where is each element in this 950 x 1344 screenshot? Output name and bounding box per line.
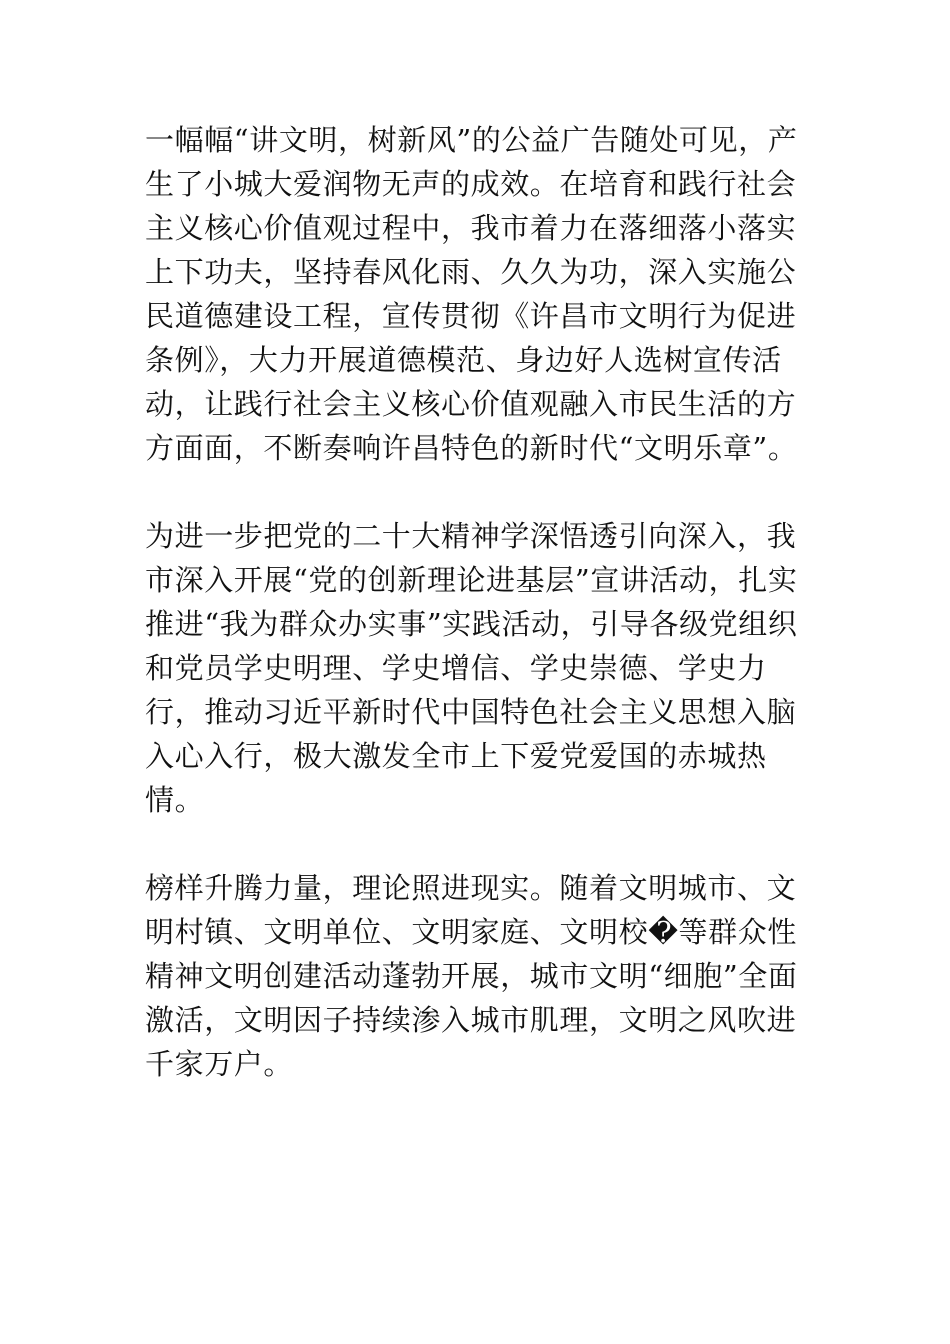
paragraph-1: 一幅幅“讲文明，树新风”的公益广告随处可见，产生了小城大爱润物无声的成效。在培育和践行社会主义核心价值观过程中，我市着力在落细落小落实上下功夫，坚持春风化雨、久久为功，深入实施公民道德建设工程，宣传贯彻《许昌市文明行为促进条例》，大力开展道德模范、身边好人选树宣传活动，让践行社会主义核心价值观融入市民生活的方方面面，不断奏响许昌特色的新时代“文明乐章”。	[145, 123, 798, 465]
paragraph-2: 为进一步把党的二十大精神学深悟透引向深入，我市深入开展“党的创新理论进基层”宣讲活动，扎实推进“我为群众办实事”实践活动，引导各级党组织和党员学史明理、学史增信、学史崇德、学史力行，推动习近平新时代中国特色社会主义思想入脑入心入行，极大激发全市上下爱党爱国的赤城热情。	[145, 519, 798, 817]
document-body	[145, 118, 815, 1086]
paragraph-3: 榜样升腾力量，理论照进现实。随着文明城市、文明村镇、文明单位、文明家庭、文明校�等群众性精神文明创建活动蓬勃开展，城市文明“细胞”全面激活，文明因子持续渗入城市肌理，文明之风吹进千家万户。	[145, 871, 798, 1081]
